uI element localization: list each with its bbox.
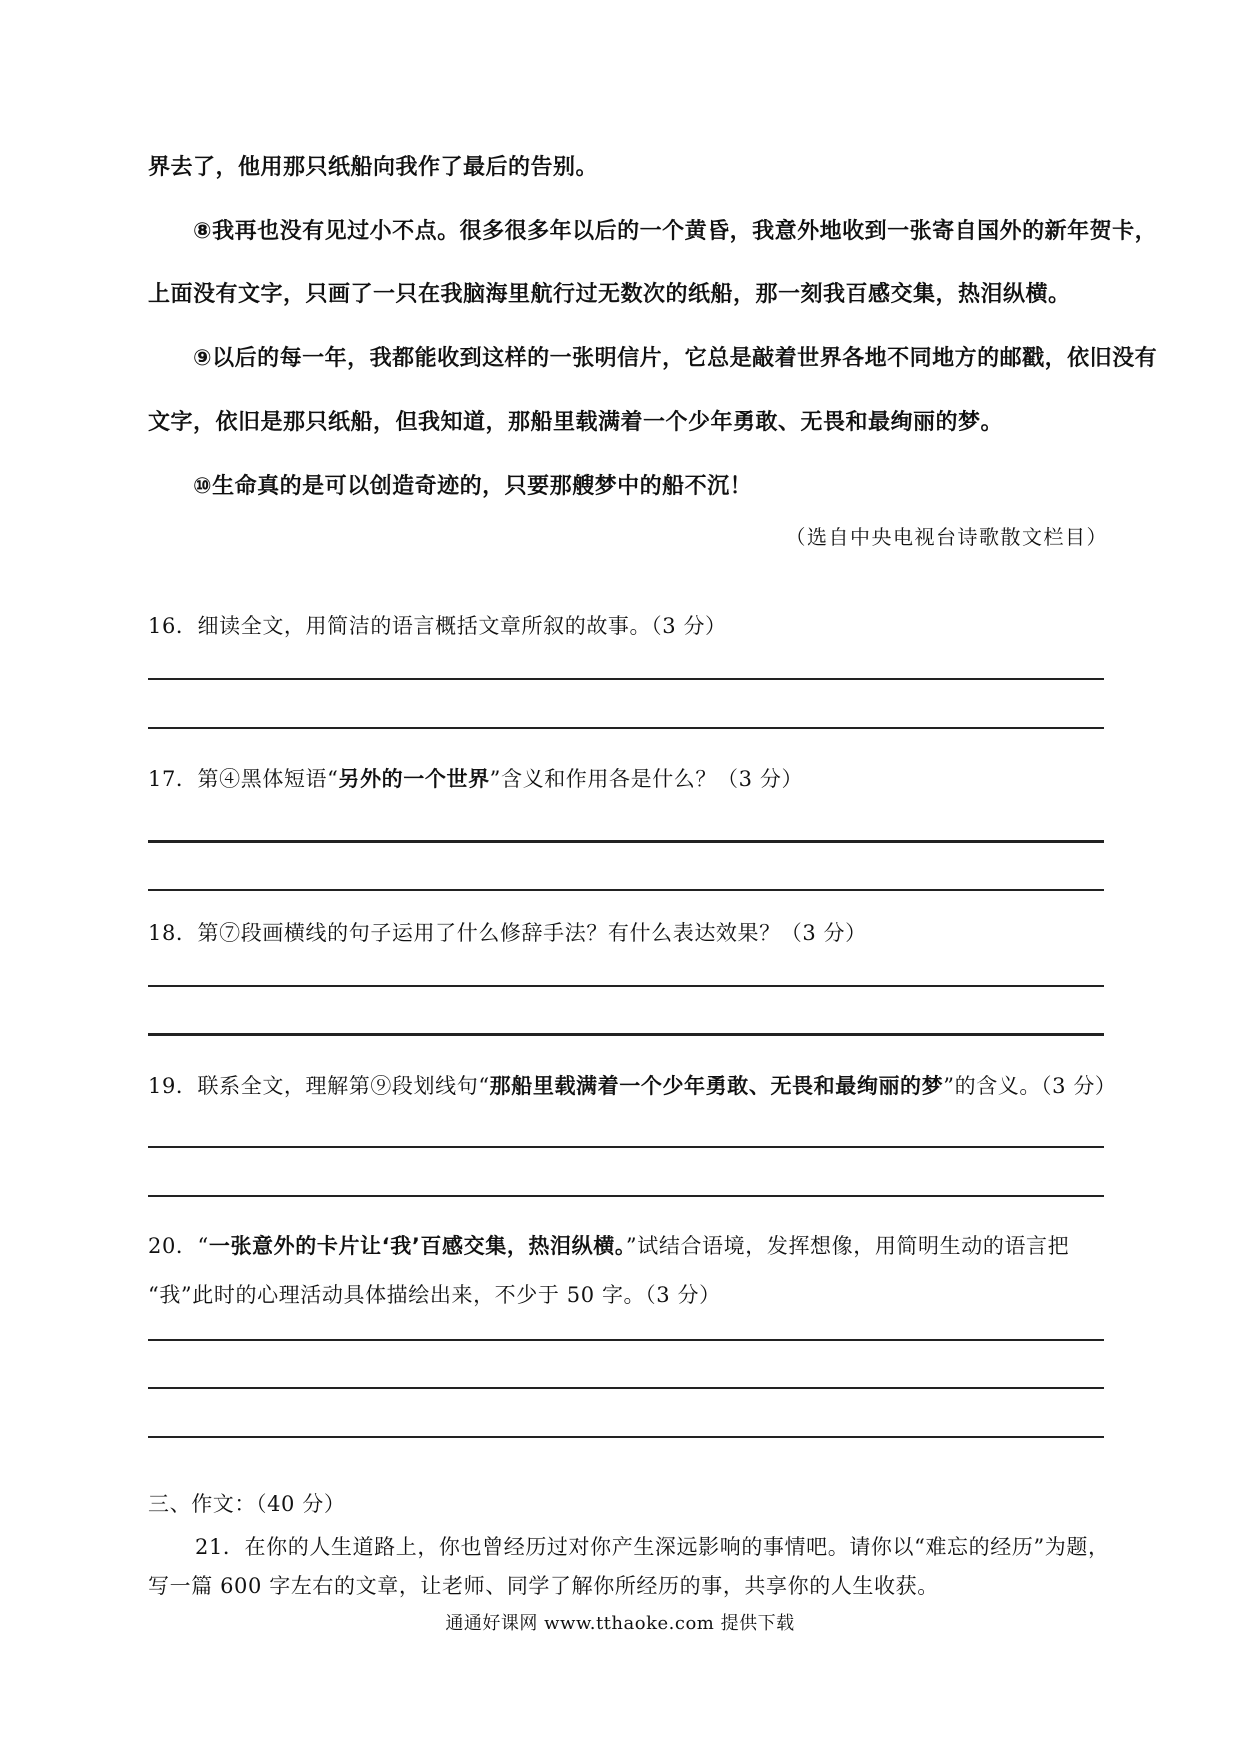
answer-line [148, 1146, 1104, 1148]
question-19-text: 19．联系全文，理解第⑨段划线句“ [148, 1074, 490, 1098]
question-21-line-1: 21．在你的人生道路上，你也曾经历过对你产生深远影响的事情吧。请你以“难忘的经历”为题， [195, 1535, 1110, 1559]
question-19 [148, 1070, 1117, 1100]
answer-line [148, 1033, 1104, 1036]
question-17 [148, 763, 803, 793]
source-citation: （选自中央电视台诗歌散文栏目） [785, 525, 1108, 549]
question-17-bold-phrase: 另外的一个世界 [338, 767, 490, 791]
answer-line [148, 1387, 1104, 1389]
question-17-text-end: ”含义和作用各是什么？（3 分） [489, 767, 804, 791]
page-footer: 通通好课网 www.tthaoke.com 提供下载 [445, 1613, 795, 1634]
answer-line [148, 727, 1104, 729]
question-20 [148, 1230, 1069, 1260]
question-18: 18．第⑦段画横线的句子运用了什么修辞手法？有什么表达效果？（3 分） [148, 921, 867, 945]
answer-line [148, 678, 1104, 680]
paragraph-8-line-1: ⑧我再也没有见过小不点。很多很多年以后的一个黄昏，我意外地收到一张寄自国外的新年贺卡， [193, 219, 1158, 244]
answer-line [148, 1195, 1104, 1197]
paragraph-8-line-2: 上面没有文字，只画了一只在我脑海里航行过无数次的纸船，那一刻我百感交集，热泪纵横。 [148, 282, 1071, 307]
question-16: 16．细读全文，用简洁的语言概括文章所叙的故事。（3 分） [148, 614, 727, 638]
paragraph-9-line-1: ⑨以后的每一年，我都能收到这样的一张明信片，它总是敲着世界各地不同地方的邮戳，依旧没有 [193, 346, 1158, 371]
question-19-bold-sentence: 那船里载满着一个少年勇敢、无畏和最绚丽的梦 [489, 1074, 944, 1098]
question-21-line-2: 写一篇 600 字左右的文章，让老师、同学了解你所经历的事，共享你的人生收获。 [148, 1574, 939, 1598]
passage-line: 界去了，他用那只纸船向我作了最后的告别。 [148, 155, 599, 180]
question-20-bold-quote: 一张意外的卡片让‘我’百感交集，热泪纵横。 [208, 1234, 626, 1258]
question-20-line-2: “我”此时的心理活动具体描绘出来，不少于 50 字。（3 分） [148, 1283, 721, 1307]
paragraph-9-line-2: 文字，依旧是那只纸船，但我知道，那船里载满着一个少年勇敢、无畏和最绚丽的梦。 [148, 410, 1004, 435]
answer-line [148, 1436, 1104, 1438]
question-17-text: 17．第④黑体短语“ [148, 767, 339, 791]
answer-line [148, 985, 1104, 987]
question-19-text-end: ”的含义。（3 分） [943, 1074, 1117, 1098]
composition-heading: 三、作文：（40 分） [148, 1492, 346, 1516]
question-20-text: 20．“ [148, 1234, 209, 1258]
answer-line [148, 1339, 1104, 1341]
question-20-text-end: ”试结合语境，发挥想像，用简明生动的语言把 [625, 1234, 1070, 1258]
paragraph-10: ⑩生命真的是可以创造奇迹的，只要那艘梦中的船不沉！ [193, 474, 753, 499]
answer-line [148, 840, 1104, 843]
answer-line [148, 889, 1104, 891]
